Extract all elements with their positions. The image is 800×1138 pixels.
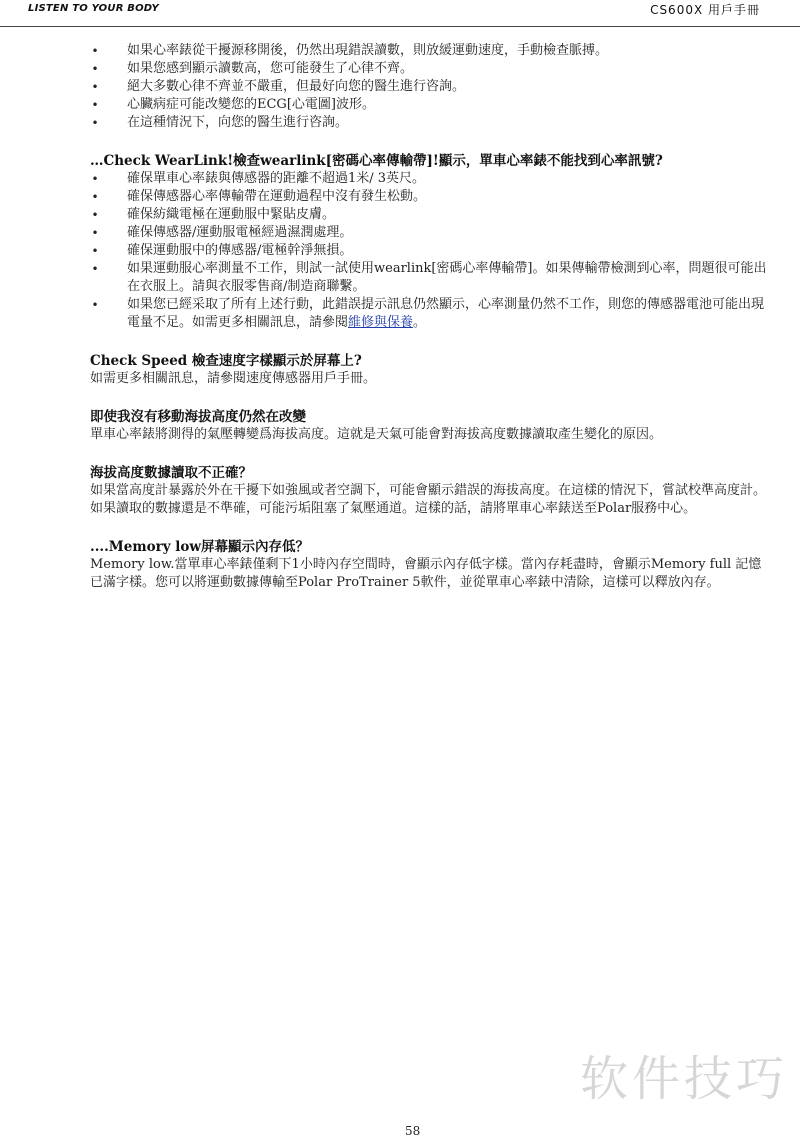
bullet-icon: •: [91, 44, 99, 58]
watermark-text: 软件技巧: [579, 1051, 788, 1107]
bullet-icon: •: [91, 298, 99, 312]
page-content: [90, 42, 770, 592]
bullet-icon: •: [91, 172, 99, 186]
page-number: 58: [405, 1124, 421, 1138]
bullet-icon: •: [91, 226, 99, 240]
bullet-icon: •: [91, 208, 99, 222]
list-item: • 確保紡織電極在運動服中緊貼皮膚。: [91, 207, 336, 222]
bullet-icon: •: [91, 80, 99, 94]
list-item: • 確保傳感器/運動服電極經過濕潤處理。: [91, 225, 353, 240]
list-item: • 如果您已經采取了所有上述行動，此錯誤提示訊息仍然顯示，心率測量仍然不工作，則您的傳感器電池可能出現電量不足。如需更多相關訊息，請參閱維修與保養。: [91, 297, 765, 330]
wearlink-section: [90, 152, 770, 332]
speed-section: [90, 352, 770, 388]
speed-section-title: Check Speed 檢查速度字樣顯示於屏幕上?: [90, 353, 362, 369]
list-item: • 在這種情況下，向您的醫生進行咨詢。: [91, 115, 349, 130]
speed-section-body: 如需更多相關訊息，請參閱速度傳感器用戶手冊。: [90, 371, 377, 386]
bullet-icon: •: [91, 262, 99, 276]
brand-tagline: LISTEN TO YOUR BODY: [28, 3, 159, 14]
list-item: • 確保運動服中的傳感器/電極幹淨無損。: [91, 243, 353, 258]
list-item: • 如果您感到顯示讀數高，您可能發生了心律不齊。: [91, 61, 414, 76]
list-item: • 心臟病症可能改變您的ECG[心電圖]波形。: [91, 97, 375, 112]
altitude-wrong-section: [90, 464, 770, 518]
bullet-icon: •: [91, 116, 99, 130]
wearlink-section-title: …Check WearLink!檢查wearlink[密碼心率傳輸帶]!顯示，單車心率錶不能找到心率訊號?: [90, 153, 663, 169]
list-item: • 如果心率錶從干擾源移開後，仍然出現錯誤讀數，則放緩運動速度，手動檢查脈搏。: [91, 43, 609, 58]
bullet-icon: •: [91, 244, 99, 258]
maintenance-link[interactable]: 維修與保養: [348, 315, 414, 330]
bullet-icon: •: [91, 190, 99, 204]
bullet-icon: •: [91, 62, 99, 76]
altitude-change-section: [90, 408, 770, 444]
memory-section-title: ....Memory low屏幕顯示內存低？: [90, 539, 310, 555]
altitude-change-title: 即使我沒有移動海拔高度仍然在改變: [90, 409, 306, 425]
page-header: [0, 0, 800, 27]
list-item: • 如果運動服心率測量不工作，則試一試使用wearlink[密碼心率傳輸帶]。如果傳輸帶檢測到心率，問題很可能出在衣服上。請與衣服零售商/制造商聯繫。: [91, 261, 767, 294]
memory-section: [90, 538, 770, 592]
altitude-wrong-body: 如果當高度計暴露於外在干擾下如強風或者空調下，可能會顯示錯誤的海拔高度。在這樣的情況下，嘗試校準高度計。如果讀取的數據還是不準確，可能污垢阻塞了氣壓通道。這樣的話，請將單車心率錶送至Polar服務中心。: [90, 483, 767, 516]
list-item: • 絕大多數心律不齊並不嚴重，但最好向您的醫生進行咨詢。: [91, 79, 466, 94]
intro-bullet-list: [90, 42, 770, 132]
altitude-change-body: 單車心率錶將測得的氣壓轉變爲海拔高度。這就是天氣可能會對海拔高度數據讀取產生變化的原因。: [90, 427, 663, 442]
wearlink-bullet-list: [90, 170, 770, 332]
list-item: • 確保傳感器心率傳輸帶在運動過程中沒有發生松動。: [91, 189, 427, 204]
bullet-icon: •: [91, 98, 99, 112]
list-item: • 確保單車心率錶與傳感器的距離不超過1米/ 3英尺。: [91, 171, 426, 186]
memory-section-body: Memory low.當單車心率錶僅剩下1小時內存空間時，會顯示內存低字樣。當內存耗盡時，會顯示Memory full 記憶已滿字樣。您可以將運動數據傳輸至Polar ProTrainer 5軟件，並從單車心率錶中清除，這樣可以釋放內存。: [90, 557, 762, 590]
altitude-wrong-title: 海拔高度數據讀取不正確？: [90, 465, 252, 481]
manual-title: CS600X 用戶手冊: [650, 3, 760, 17]
